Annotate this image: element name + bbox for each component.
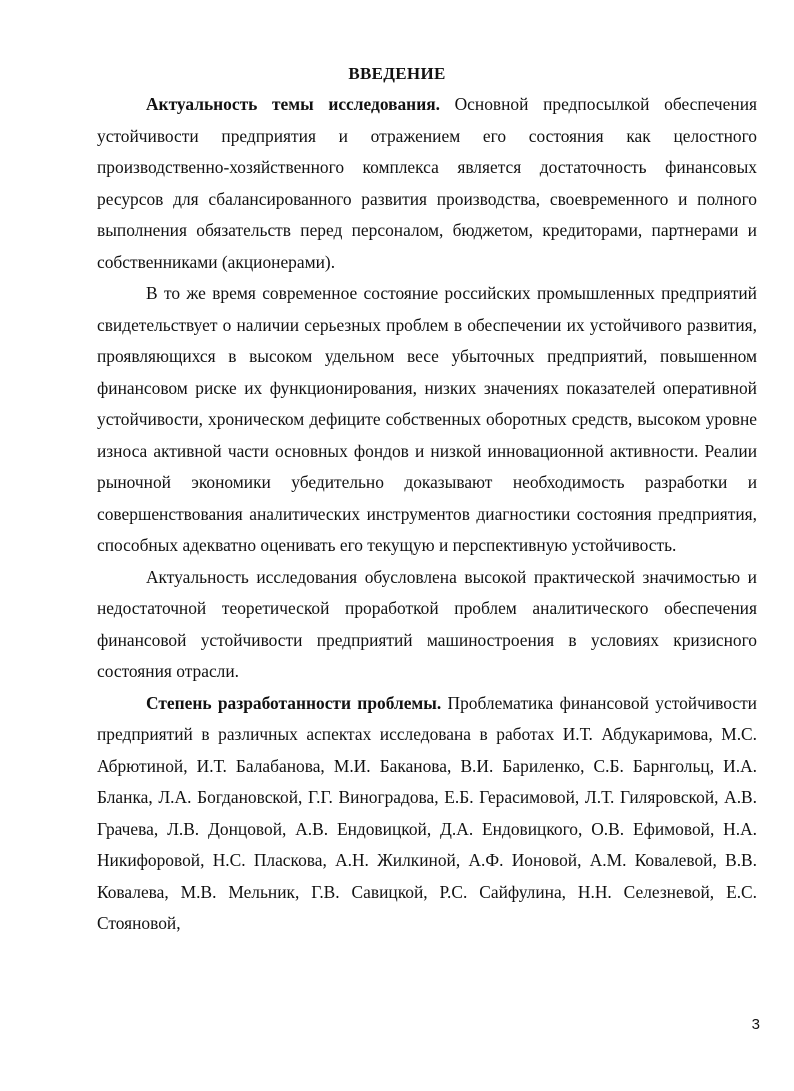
paragraph-degree-of-development xyxy=(97,688,757,940)
paragraph-text: Проблематика финансовой устойчивости предприятий в различных аспектах исследована в работах И.Т. Абдукаримова, М.С. Абрютиной, И.Т. Балабанова, М.И. Баканова, В.И. Бариленко, С.Б. Барнгольц, И.А. Бланка, Л.А. Богдановской, Г.Г. Виноградова, Е.Б. Герасимовой, Л.Т. Гиляровской, А.В. Грачева, Л.В. Донцовой, А.В. Ендовицкой, Д.А. Ендовицкого, О.В. Ефимовой, Н.А. Никифоровой, Н.С. Пласкова, А.Н. Жилкиной, А.Ф. Ионовой, А.М. Ковалевой, В.В. Ковалева, М.В. Мельник, Г.В. Савицкой, Р.С. Сайфулина, Н.Н. Селезневой, Е.С. Стояновой, xyxy=(97,692,757,933)
page-number: 3 xyxy=(751,1016,760,1033)
paragraph-text: Актуальность исследования обусловлена высокой практической значимостью и недостаточной теоретической проработкой проблем аналитического обеспечения финансовой устойчивости предприятий машиностроения в условиях кризисного состояния отрасли. xyxy=(97,566,757,681)
paragraph-lead: Степень разработанности проблемы. xyxy=(146,692,442,713)
paragraph-current-state xyxy=(97,278,757,562)
section-heading: ВВЕДЕНИЕ xyxy=(348,64,446,83)
paragraph-text: В то же время современное состояние российских промышленных предприятий свидетельствует о наличии серьезных проблем в обеспечении их устойчивого развития, проявляющихся в высоком удельном весе убыточных предприятий, повышенном финансовом риске их функционирования, низких значениях показателей оперативной устойчивости, хроническом дефиците собственных оборотных средств, высоком уровне износа активной части основных фондов и низкой инновационной активности. Реалии рыночной экономики убедительно доказывают необходимость разработки и совершенствования аналитических инструментов диагностики состояния предприятия, способных адекватно оценивать его текущую и перспективную устойчивость. xyxy=(97,283,757,555)
paragraph-relevance-summary xyxy=(97,562,757,688)
paragraph-lead: Актуальность темы исследования. xyxy=(146,94,440,114)
document-body xyxy=(97,89,757,940)
paragraph-text: Основной предпосылкой обеспечения устойчивости предприятия и отражением его состояния как целостного производственно-хозяйственного комплекса является достаточность финансовых ресурсов для сбалансированного развития производства, своевременного и полного выполнения обязательств перед персоналом, бюджетом, кредиторами, партнерами и собственниками (акционерами). xyxy=(97,94,757,272)
paragraph-relevance xyxy=(97,89,757,278)
